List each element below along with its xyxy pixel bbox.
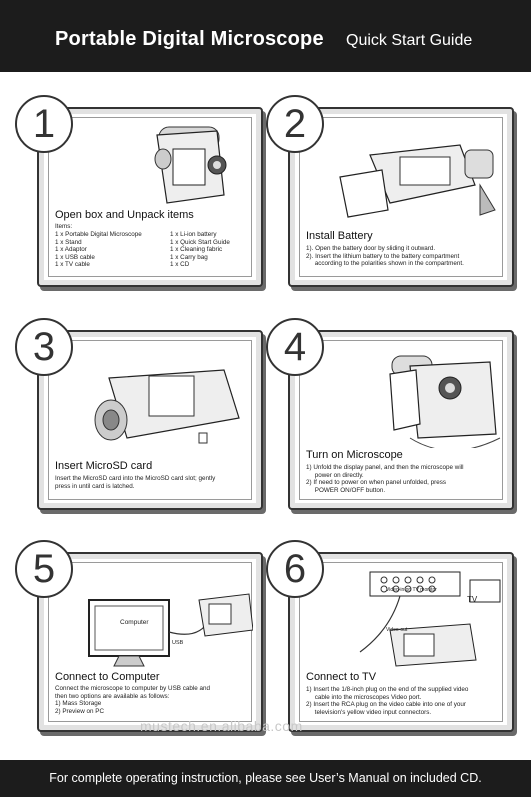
instruction-line: television's yellow video input connectors. bbox=[306, 708, 432, 716]
list-item: 1 x Carry bag bbox=[170, 253, 208, 261]
list-item: 1 x Quick Start Guide bbox=[170, 238, 230, 246]
instruction-line: 2) Insert the RCA plug on the video cable into one of your bbox=[306, 701, 466, 709]
list-item: 1 x Cleaning fabric bbox=[170, 246, 223, 254]
battery-install-illustration bbox=[300, 115, 504, 225]
footer-bar bbox=[0, 760, 531, 797]
computer-screen-label: Computer bbox=[120, 619, 149, 626]
power-on-illustration bbox=[300, 338, 504, 448]
header-bar bbox=[0, 0, 531, 72]
list-item: 1 x Adaptor bbox=[55, 246, 87, 254]
instruction-line: 1) Mass Storage bbox=[55, 700, 102, 708]
instruction-line: 1). Open the battery door by sliding it outward. bbox=[306, 245, 436, 252]
step-number: 6 bbox=[266, 540, 324, 598]
step-instructions bbox=[306, 686, 468, 716]
instruction-line: according to the polarities shown in the compartment. bbox=[306, 260, 464, 268]
tv-label: TV bbox=[467, 595, 478, 604]
items-label: Items: bbox=[55, 223, 73, 230]
instruction-line: 2). Insert the lithium battery to the battery compartment bbox=[306, 252, 460, 260]
instruction-line: 2) Preview on PC bbox=[55, 707, 104, 715]
step-title: Install Battery bbox=[306, 230, 373, 242]
step-number: 3 bbox=[15, 318, 73, 376]
step-title: Turn on Microscope bbox=[306, 449, 403, 461]
instruction-line: cable into the microscopes Video port. bbox=[306, 693, 422, 701]
step-title: Connect to Computer bbox=[55, 671, 160, 683]
instruction-line: Connect the microscope to computer by USB cable and bbox=[55, 685, 211, 692]
instruction-line: Insert the MicroSD card into the MicroSD card slot; gently bbox=[55, 475, 216, 482]
instruction-line: 1) Insert the 1/8-inch plug on the end of the supplied video bbox=[306, 686, 469, 693]
step-title: Open box and Unpack items bbox=[55, 209, 194, 221]
computer-connection-illustration bbox=[49, 560, 253, 670]
microsd-insert-illustration bbox=[49, 338, 253, 448]
step-instructions bbox=[306, 464, 464, 494]
list-item: 1 x Stand bbox=[55, 238, 82, 246]
instruction-line: POWER ON/OFF button. bbox=[306, 486, 386, 494]
step-card-2 bbox=[266, 95, 518, 295]
instruction-line: 1) Unfold the display panel, and then the microscope will bbox=[306, 464, 464, 471]
instruction-line: 2) If need to power on when panel unfolded, press bbox=[306, 479, 447, 487]
instruction-line: then two options are available as follows: bbox=[55, 692, 170, 700]
step-card-6 bbox=[266, 540, 518, 740]
step-title: Insert MicroSD card bbox=[55, 460, 153, 472]
step-card-1 bbox=[15, 95, 267, 295]
step-number: 2 bbox=[266, 95, 324, 153]
list-item: 1 x CD bbox=[170, 261, 190, 269]
footer-note: For complete operating instruction, please see User’s Manual on included CD. bbox=[49, 771, 482, 785]
step-number: 1 bbox=[15, 95, 73, 153]
page-subtitle: Quick Start Guide bbox=[346, 32, 473, 49]
step-instructions bbox=[55, 685, 210, 715]
watermark: mustech.en.alibaba.com bbox=[140, 718, 303, 734]
instruction-line: power on directly. bbox=[306, 471, 364, 479]
instruction-line: press in until card is latched. bbox=[55, 482, 135, 490]
tv-connection-illustration bbox=[300, 560, 504, 670]
step-card-5 bbox=[15, 540, 267, 740]
items-left-list bbox=[55, 231, 142, 269]
list-item: 1 x Li-ion battery bbox=[170, 231, 217, 238]
items-right-list bbox=[170, 231, 230, 269]
list-item: 1 x USB cable bbox=[55, 253, 95, 261]
list-item: 1 x Portable Digital Microscope bbox=[55, 231, 142, 238]
step-card-3 bbox=[15, 318, 267, 518]
monitor-input-label: Video-in on TV monitor bbox=[386, 587, 437, 593]
step-number: 4 bbox=[266, 318, 324, 376]
step-instructions bbox=[55, 475, 215, 490]
step-title: Connect to TV bbox=[306, 671, 377, 683]
step-number: 5 bbox=[15, 540, 73, 598]
list-item: 1 x TV cable bbox=[55, 261, 90, 269]
video-out-label: Video-out bbox=[386, 627, 408, 633]
step-card-4 bbox=[266, 318, 518, 518]
step-instructions bbox=[306, 245, 464, 268]
usb-cable-label: USB bbox=[172, 640, 184, 646]
page-title: Portable Digital Microscope bbox=[55, 28, 324, 50]
